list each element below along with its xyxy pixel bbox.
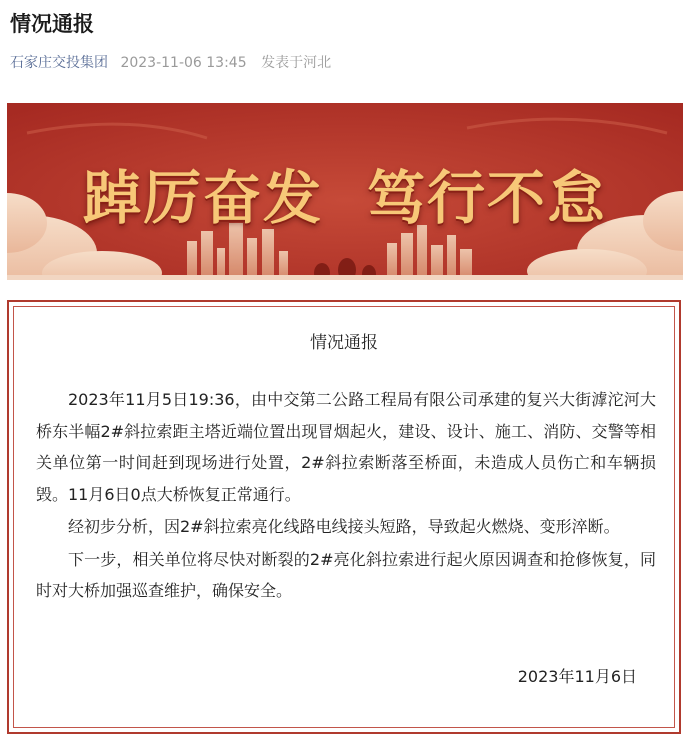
notice-paragraph-2: 经初步分析，因2#斜拉索亮化线路电线接头短路，导致起火燃烧、变形淬断。 (68, 517, 620, 536)
notice-paragraph-1: 2023年11月5日19:36，由中交第二公路工程局有限公司承建的复兴大街滹沱河大桥东半幅2#斜拉索距主塔近端位置出现冒烟起火，建设、设计、施工、消防、交警等相关单位第一时间赶到现场进行处置，2#斜拉索断落至桥面，未造成人员伤亡和车辆损毁。11月6日0点大桥恢复正常通行。 (36, 390, 656, 504)
banner-slogan-left: 踔厉奋发 (82, 164, 323, 232)
article-title: 情况通报 (10, 12, 94, 36)
notice-title: 情况通报 (310, 333, 378, 353)
notice-frame (7, 300, 681, 734)
article-meta (10, 52, 331, 72)
publish-time: 2023-11-06 13:45 (120, 55, 247, 71)
slogan-banner-image (7, 103, 683, 280)
notice-body (36, 384, 656, 608)
banner-slogan-right: 笃行不怠 (367, 164, 608, 232)
notice-date: 2023年11月6日 (517, 667, 637, 686)
notice-paragraph-3: 下一步，相关单位将尽快对断裂的2#亮化斜拉索进行起火原因调查和抢修恢复，同时对大桥加强巡查维护，确保安全。 (36, 549, 656, 600)
banner-slogan (7, 151, 683, 235)
publish-location: 发表于河北 (261, 55, 332, 71)
account-name-link[interactable]: 石家庄交投集团 (10, 55, 108, 71)
